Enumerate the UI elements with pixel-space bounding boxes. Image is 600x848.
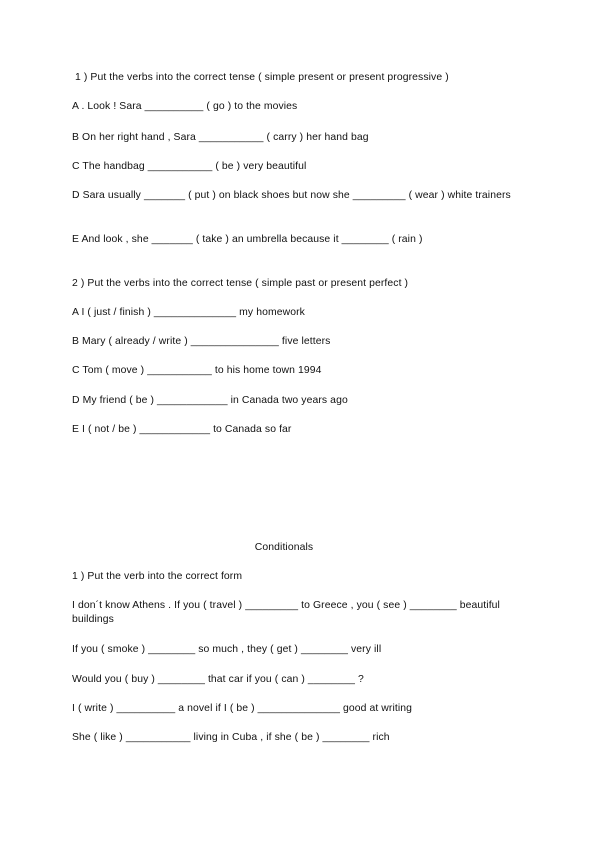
exercise-item-2b: B Mary ( already / write ) _______________ five letters: [72, 336, 331, 347]
exercise-item-1a: A . Look ! Sara __________ ( go ) to the movies: [72, 101, 298, 112]
conditionals-item-4: I ( write ) __________ a novel if I ( be ) ______________ good at writing: [72, 703, 413, 714]
conditionals-heading: 1 ) Put the verb into the correct form: [72, 571, 243, 582]
exercise-item-1c: C The handbag ___________ ( be ) very beautiful: [72, 161, 307, 172]
exercise-item-2c: C Tom ( move ) ___________ to his home town 1994: [72, 365, 322, 376]
exercise-item-1d: D Sara usually _______ ( put ) on black shoes but now she _________ ( wear ) white trainers: [72, 190, 511, 201]
exercise-item-2e: E I ( not / be ) ____________ to Canada so far: [72, 424, 292, 435]
section1-heading: 1 ) Put the verbs into the correct tense ( simple present or present progressive ): [75, 72, 449, 83]
conditionals-item-1: I don´t know Athens . If you ( travel ) _________ to Greece , you ( see ) ________ beautiful buildings: [72, 600, 500, 625]
exercise-item-1b: B On her right hand , Sara ___________ ( carry ) her hand bag: [72, 132, 369, 143]
conditionals-title: Conditionals: [254, 542, 314, 553]
conditionals-item-5: She ( like ) ___________ living in Cuba , if she ( be ) ________ rich: [72, 732, 390, 743]
conditionals-item-3: Would you ( buy ) ________ that car if you ( can ) ________ ?: [72, 674, 364, 685]
exercise-item-1e: E And look , she _______ ( take ) an umbrella because it ________ ( rain ): [72, 234, 423, 245]
section2-heading: 2 ) Put the verbs into the correct tense ( simple past or present perfect ): [72, 278, 409, 289]
exercise-item-2d: D My friend ( be ) ____________ in Canada two years ago: [72, 395, 348, 406]
exercise-item-2a: A I ( just / finish ) ______________ my homework: [72, 307, 305, 318]
conditionals-item-2: If you ( smoke ) ________ so much , they ( get ) ________ very ill: [72, 644, 382, 655]
